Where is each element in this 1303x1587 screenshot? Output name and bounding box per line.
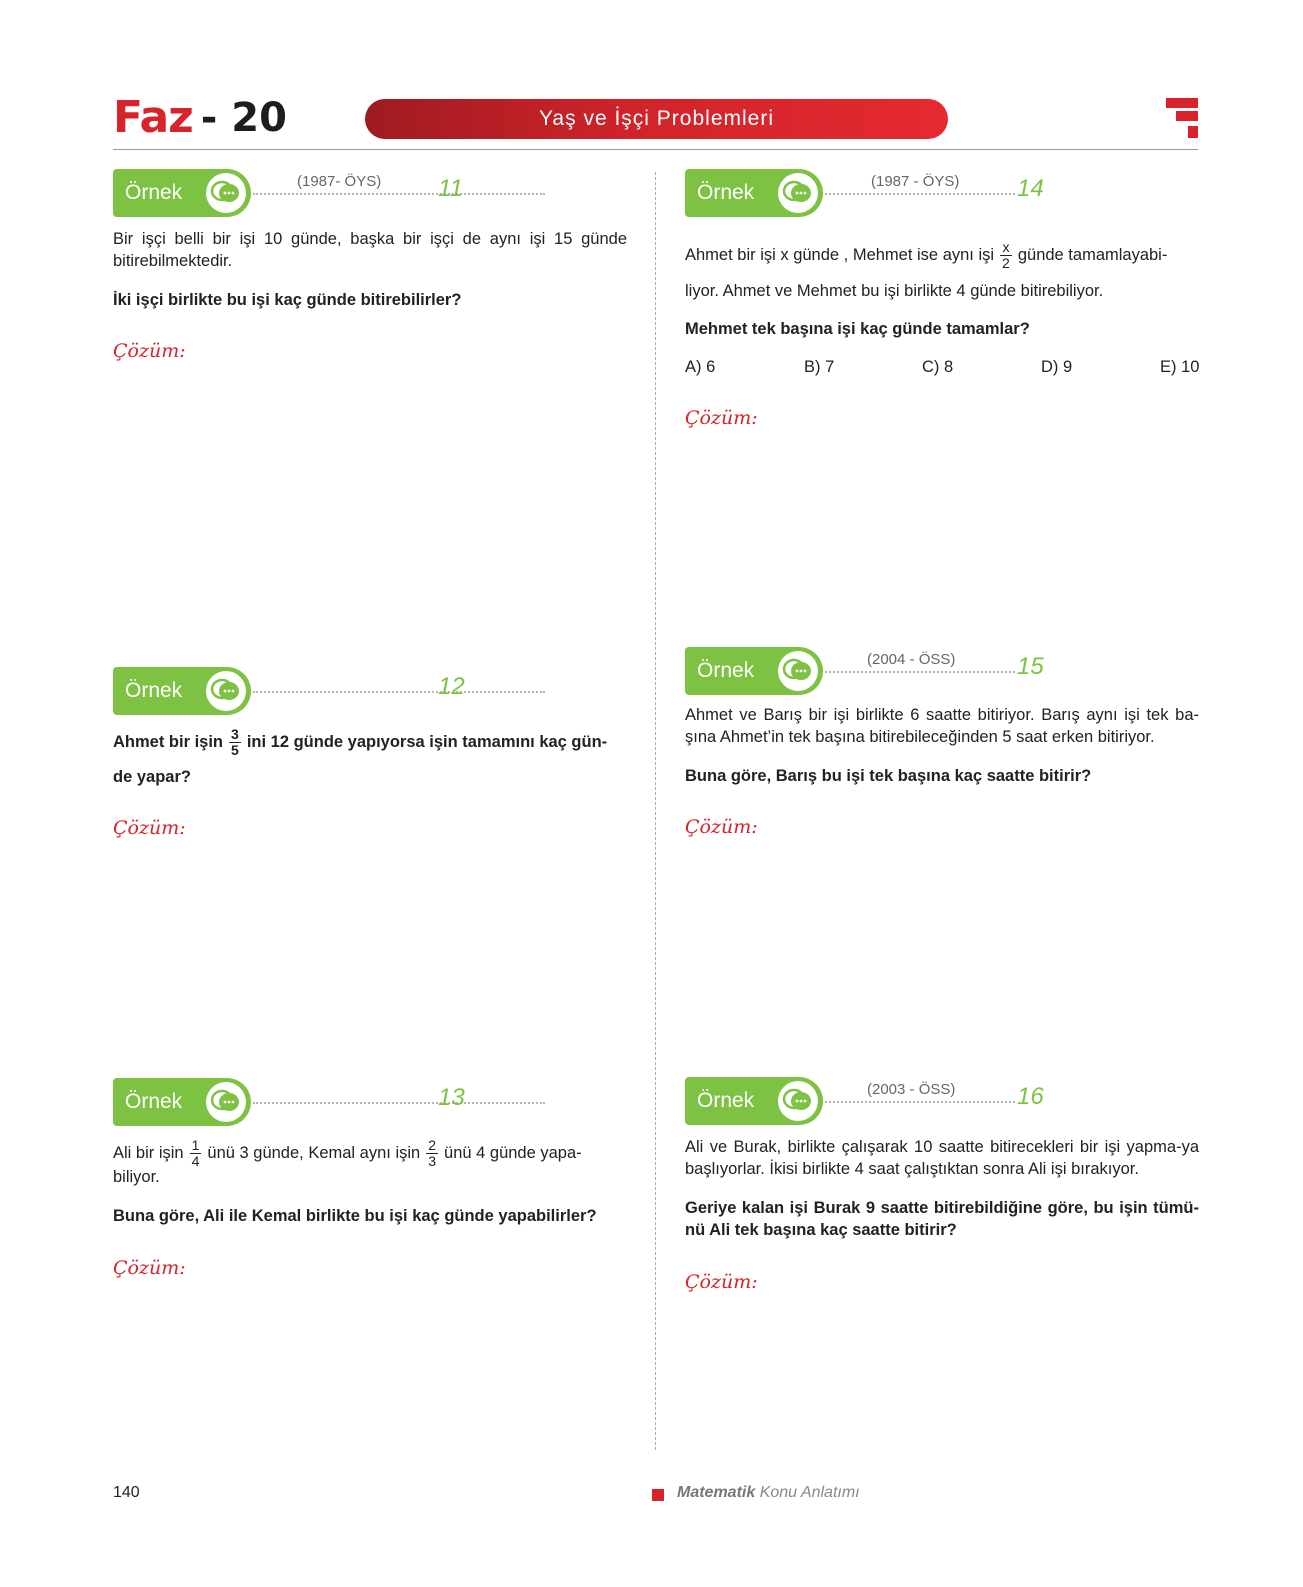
speech-bubble-icon — [778, 651, 818, 691]
fraction — [426, 1138, 438, 1169]
speech-bubble-icon — [778, 173, 818, 213]
ornek-label: Örnek — [125, 1090, 183, 1113]
footer-square-icon — [652, 1489, 664, 1501]
chapter-title: Yaş ve İşçi Problemleri — [365, 99, 948, 139]
example-12-text-line1 — [113, 727, 627, 758]
fraction — [1000, 240, 1012, 271]
dotted-leader — [825, 1101, 1015, 1103]
example-13-header — [113, 1078, 633, 1126]
option-c: C) 8 — [922, 358, 954, 376]
example-15-question: Buna göre, Barış bu işi tek başına kaç saatte bitirir? — [685, 767, 1092, 785]
solution-label: Çözüm: — [113, 340, 186, 362]
fraction-numerator: 3 — [231, 726, 239, 742]
ornek-label: Örnek — [697, 659, 755, 682]
example-11-text: Bir işçi belli bir işi 10 günde, başka bir işçi de aynı işi 15 günde bitirebilmektedir. — [113, 230, 627, 270]
ornek-label: Örnek — [697, 1089, 755, 1112]
ornek-label: Örnek — [697, 181, 755, 204]
dotted-leader — [253, 1102, 545, 1104]
text-part: günde tamamlayabi- — [1017, 245, 1168, 264]
dotted-leader — [253, 691, 545, 693]
example-11-question: İki işçi birlikte bu işi kaç günde bitirebilirler? — [113, 291, 462, 309]
example-14-question: Mehmet tek başına işi kaç günde tamamlar? — [685, 320, 1030, 338]
example-15-header — [685, 647, 1205, 695]
example-14-text-line1 — [685, 240, 1199, 271]
solution-label: Çözüm: — [113, 817, 186, 839]
header-divider — [113, 149, 1198, 150]
example-12-text-line2: de yapar? — [113, 768, 191, 786]
option-e: E) 10 — [1160, 358, 1200, 376]
text-part: Ali bir işin — [113, 1143, 184, 1162]
faz-logo — [113, 92, 287, 143]
text-part: Ahmet bir işin — [113, 732, 224, 751]
fraction — [190, 1138, 202, 1169]
example-number: 14 — [1017, 175, 1044, 202]
example-16-question: Geriye kalan işi Burak 9 saatte bitirebildiğine göre, bu işin tümü-nü Ali tek başına kaç saatte bitirir? — [685, 1199, 1199, 1239]
fraction-numerator: 1 — [191, 1137, 200, 1153]
example-number: 11 — [438, 175, 463, 202]
text-part: Ahmet bir işi x günde , Mehmet ise aynı işi — [685, 245, 995, 264]
solution-label: Çözüm: — [113, 1257, 186, 1279]
example-14-text-line2: liyor. Ahmet ve Mehmet bu işi birlikte 4 günde bitirebiliyor. — [685, 282, 1104, 300]
speech-bubble-icon — [206, 1082, 246, 1122]
example-12-header — [113, 667, 633, 715]
example-13-question: Buna göre, Ali ile Kemal birlikte bu işi kaç günde yapabilirler? — [113, 1207, 597, 1225]
speech-bubble-icon — [778, 1081, 818, 1121]
fraction-denominator: 5 — [231, 742, 239, 758]
fraction-numerator: 2 — [428, 1137, 437, 1153]
example-13-text-line1 — [113, 1138, 627, 1169]
text-part: ünü 3 günde, Kemal aynı işin — [207, 1143, 421, 1162]
example-source: (1987 - ÖYS) — [871, 173, 960, 190]
fraction-denominator: 2 — [1002, 255, 1010, 271]
text-part: ini 12 günde yapıyorsa işin tamamını kaç gün- — [246, 732, 608, 751]
speech-bubble-icon — [206, 671, 246, 711]
ornek-label: Örnek — [125, 679, 183, 702]
solution-label: Çözüm: — [685, 816, 758, 838]
ornek-label: Örnek — [125, 181, 183, 204]
example-16-header — [685, 1077, 1205, 1125]
book-title-rest: Konu Anlatımı — [759, 1484, 860, 1501]
option-d: D) 9 — [1041, 358, 1073, 376]
fraction-denominator: 3 — [428, 1153, 437, 1169]
corner-logo-icon — [1166, 98, 1198, 138]
example-16-text: Ali ve Burak, birlikte çalışarak 10 saatte bitirecekleri bir işi yapma-ya başlıyorlar. İkisi birlikte 4 saat çalıştıktan sonra Ali işi bırakıyor. — [685, 1138, 1199, 1178]
text-part: ünü 4 günde yapa- — [444, 1143, 582, 1162]
solution-label: Çözüm: — [685, 407, 758, 429]
dotted-leader — [825, 671, 1015, 673]
dotted-leader — [825, 193, 1015, 195]
example-number: 15 — [1017, 653, 1044, 680]
example-source: (1987- ÖYS) — [297, 173, 382, 190]
option-a: A) 6 — [685, 358, 716, 376]
book-title — [677, 1484, 860, 1502]
example-13-text-line2: biliyor. — [113, 1168, 160, 1186]
logo-number: - 20 — [200, 95, 287, 141]
fraction — [229, 727, 241, 758]
example-15-text: Ahmet ve Barış bir işi birlikte 6 saatte bitiriyor. Barış aynı işi tek ba-şına Ahmet’in tek başına bitirebileceğinden 5 saat erken bitiriyor. — [685, 706, 1199, 746]
option-b: B) 7 — [804, 358, 835, 376]
example-number: 12 — [438, 673, 465, 700]
book-title-bold: Matematik — [677, 1484, 756, 1501]
dotted-leader — [253, 193, 545, 195]
speech-bubble-icon — [206, 173, 246, 213]
solution-label: Çözüm: — [685, 1271, 758, 1293]
example-number: 16 — [1017, 1083, 1044, 1110]
page-number: 140 — [113, 1484, 140, 1501]
example-source: (2003 - ÖSS) — [867, 1081, 956, 1098]
example-number: 13 — [438, 1084, 465, 1111]
column-divider — [655, 172, 656, 1450]
fraction-numerator: x — [1000, 240, 1012, 256]
example-11-header — [113, 169, 633, 217]
example-14-header — [685, 169, 1205, 217]
logo-text: Faz — [113, 92, 193, 143]
example-source: (2004 - ÖSS) — [867, 651, 956, 668]
fraction-denominator: 4 — [191, 1153, 200, 1169]
